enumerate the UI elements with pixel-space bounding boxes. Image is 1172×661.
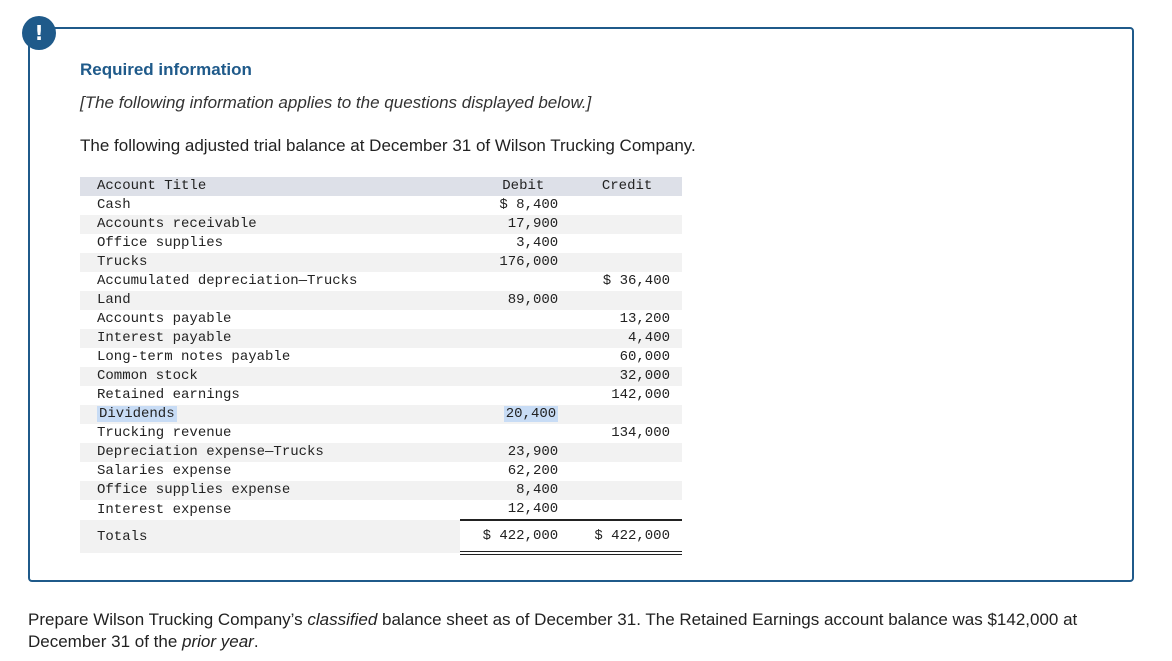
prompt-text: Prepare Wilson Trucking Company’s	[28, 610, 308, 629]
credit-amount	[572, 291, 682, 310]
credit-amount	[572, 253, 682, 272]
debit-amount	[460, 367, 572, 386]
table-row	[80, 443, 682, 462]
debit-amount: 3,400	[516, 235, 559, 251]
credit-amount: 60,000	[619, 349, 670, 365]
credit-amount	[572, 196, 682, 215]
required-info-title: Required information	[80, 60, 252, 79]
credit-amount: 4,400	[627, 330, 670, 346]
credit-amount	[572, 500, 682, 520]
debit-amount: 62,200	[507, 463, 559, 479]
totals-row	[80, 520, 682, 553]
debit-amount	[460, 424, 572, 443]
credit-amount	[572, 481, 682, 500]
debit-amount	[460, 310, 572, 329]
account-name: Land	[97, 292, 131, 308]
intro-text: The following adjusted trial balance at December 31 of Wilson Trucking Company.	[80, 136, 696, 155]
credit-amount	[572, 234, 682, 253]
debit-amount	[460, 272, 572, 291]
debit-amount	[460, 348, 572, 367]
table-row	[80, 291, 682, 310]
account-name: Accumulated depreciation—Trucks	[97, 273, 358, 289]
credit-amount	[572, 462, 682, 481]
required-info-note: [The following information applies to the questions displayed below.]	[80, 93, 592, 112]
account-name: Cash	[97, 197, 131, 213]
debit-amount: 89,000	[507, 292, 559, 308]
debit-amount: 23,900	[507, 444, 559, 460]
account-name: Interest payable	[97, 330, 232, 346]
table-row	[80, 367, 682, 386]
table-header-row	[80, 177, 682, 196]
table-row	[80, 196, 682, 215]
account-name: Retained earnings	[97, 387, 240, 403]
table-row	[80, 386, 682, 405]
account-name: Office supplies	[97, 235, 224, 251]
debit-amount: 12,400	[507, 501, 559, 517]
prompt-text: balance sheet as of December 31. The Retained Earnings account balance was $142,000 at December 31 of the	[28, 610, 1078, 651]
debit-amount	[460, 329, 572, 348]
total-debit: $ 422,000	[460, 520, 572, 553]
header-credit: Credit	[601, 178, 653, 194]
debit-amount: 17,900	[507, 216, 559, 232]
account-name: Office supplies expense	[97, 482, 291, 498]
alert-icon: !	[22, 16, 56, 50]
table-row	[80, 462, 682, 481]
credit-amount: 134,000	[611, 425, 670, 441]
header-account-title: Account Title	[97, 178, 207, 194]
debit-amount: 176,000	[499, 254, 559, 270]
question-prompt	[28, 609, 1128, 653]
credit-amount: $ 36,400	[602, 273, 670, 289]
table-row	[80, 500, 682, 520]
table-row	[80, 272, 682, 291]
credit-amount	[572, 405, 682, 424]
credit-amount	[572, 215, 682, 234]
table-row	[80, 329, 682, 348]
credit-amount: 13,200	[619, 311, 670, 327]
account-name: Trucks	[97, 254, 148, 270]
totals-label: Totals	[97, 528, 148, 545]
table-row	[80, 348, 682, 367]
table-row	[80, 215, 682, 234]
trial-balance-table	[80, 177, 682, 555]
table-row	[80, 234, 682, 253]
account-name: Common stock	[97, 368, 198, 384]
account-name: Trucking revenue	[97, 425, 232, 441]
account-name: Interest expense	[97, 501, 232, 518]
highlighted-text: 20,400	[505, 406, 557, 422]
debit-amount: $ 8,400	[499, 197, 559, 213]
account-name: Accounts receivable	[97, 216, 257, 232]
debit-amount	[460, 386, 572, 405]
prompt-emphasis: classified	[307, 610, 378, 629]
table-row	[80, 310, 682, 329]
highlighted-text: Dividends	[99, 406, 175, 422]
table-row	[80, 424, 682, 443]
header-debit: Debit	[502, 178, 545, 194]
credit-amount: 32,000	[619, 368, 670, 384]
account-name: Long-term notes payable	[97, 349, 291, 365]
account-name: Accounts payable	[97, 311, 232, 327]
prompt-text: .	[253, 632, 259, 651]
total-credit: $ 422,000	[572, 520, 682, 553]
table-row	[80, 405, 682, 424]
debit-amount: 8,400	[516, 482, 559, 498]
credit-amount	[572, 443, 682, 462]
account-name: Depreciation expense—Trucks	[97, 444, 324, 460]
table-row	[80, 481, 682, 500]
debit-amount-highlighted	[460, 405, 572, 424]
credit-amount: 142,000	[611, 387, 670, 403]
table-row	[80, 253, 682, 272]
account-name: Salaries expense	[97, 463, 232, 479]
prompt-emphasis: prior year	[182, 632, 254, 651]
account-name-highlighted	[80, 405, 460, 424]
